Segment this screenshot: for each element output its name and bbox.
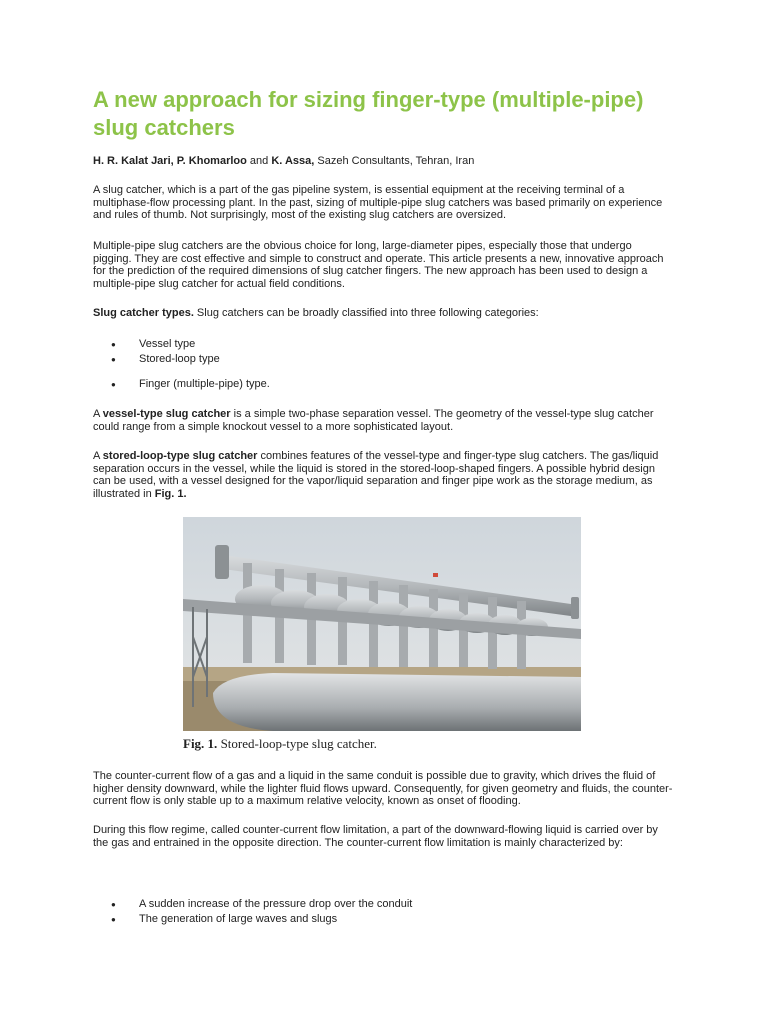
list-item: ● A sudden increase of the pressure drop over the conduit (111, 897, 412, 912)
text-a: A (93, 450, 103, 462)
paragraph-intro: A slug catcher, which is a part of the gas pipeline system, is essential equipment at the receiving terminal of a multiphase-flow processing plant. In the past, sizing of multiple-pipe slug catchers was based primarily on experience and rules of thumb. Not surprisingly, most of the existing slug catchers are oversized. (93, 184, 663, 222)
term-stored-loop: stored-loop-type slug catcher (102, 450, 258, 462)
text-a: A (93, 408, 103, 420)
term-vessel-type: vessel-type slug catcher (102, 408, 231, 420)
caption-text: Stored-loop-type slug catcher. (217, 736, 377, 751)
section-heading: Slug catcher types. (93, 307, 194, 319)
authors-secondary: K. Assa, (271, 155, 315, 167)
text-rest: combines features of the vessel-type and finger-type slug catchers. The gas/liquid separation occurs in the vessel, while the liquid is stored in the stored-loop-shaped fingers. A possible hybrid design can be used, with a vessel designed for the vapor/liquid separation and finger pipe work as the storage medium, as illustrated in (93, 450, 659, 500)
slug-catcher-photo (183, 517, 581, 731)
text-rest: is a simple two-phase separation vessel. The geometry of the vessel-type slug catcher could range from a simple knockout vessel to a more sophisticated layout. (93, 408, 654, 433)
list-item: ● Stored-loop type (111, 352, 270, 367)
paragraph-types-heading (93, 307, 673, 320)
paragraph-vessel-type (93, 408, 673, 433)
authors-and: and (246, 155, 272, 167)
fig-reference: Fig. 1. (154, 487, 187, 500)
paragraph-counter-current: The counter-current flow of a gas and a liquid in the same conduit is possible due to gravity, which drives the fluid of higher density downward, while the lighter fluid flows upward. Consequently, for given geometry and fluids, the counter-current flow is only stable up to a maximum relative velocity, known as onset of flooding. (93, 770, 673, 808)
caption-label: Fig. 1. (183, 736, 218, 751)
paragraph-multiple-pipe: Multiple-pipe slug catchers are the obvious choice for long, large-diameter pipes, especially those that undergo pigging. They are cost effective and simple to construct and operate. This article presents a new, innovative approach for the prediction of the required dimensions of slug catcher fingers. The new approach has been used to design a multiple-pipe slug catcher for actual field conditions. (93, 240, 664, 290)
list-item: ● Vessel type (111, 337, 270, 352)
list-item: ● The generation of large waves and slugs (111, 912, 412, 927)
ccfl-list (111, 897, 412, 927)
paragraph-ccfl: During this flow regime, called counter-current flow limitation, a part of the downward-flowing liquid is carried over by the gas and entrained in the opposite direction. The counter-current flow limitation is mainly characterized by: (93, 824, 658, 849)
figure-caption (183, 736, 377, 752)
paragraph-stored-loop (93, 450, 673, 500)
section-heading-text: Slug catchers can be broadly classified into three following categories: (193, 307, 539, 319)
affiliation: Sazeh Consultants, Tehran, Iran (314, 155, 475, 167)
list-item: ● Finger (multiple-pipe) type. (111, 377, 270, 392)
authors-primary: H. R. Kalat Jari, P. Khomarloo (93, 155, 247, 167)
author-line (93, 154, 474, 168)
types-list (111, 337, 270, 392)
article-title: A new approach for sizing finger-type (multiple-pipe) slug catchers (93, 87, 644, 140)
